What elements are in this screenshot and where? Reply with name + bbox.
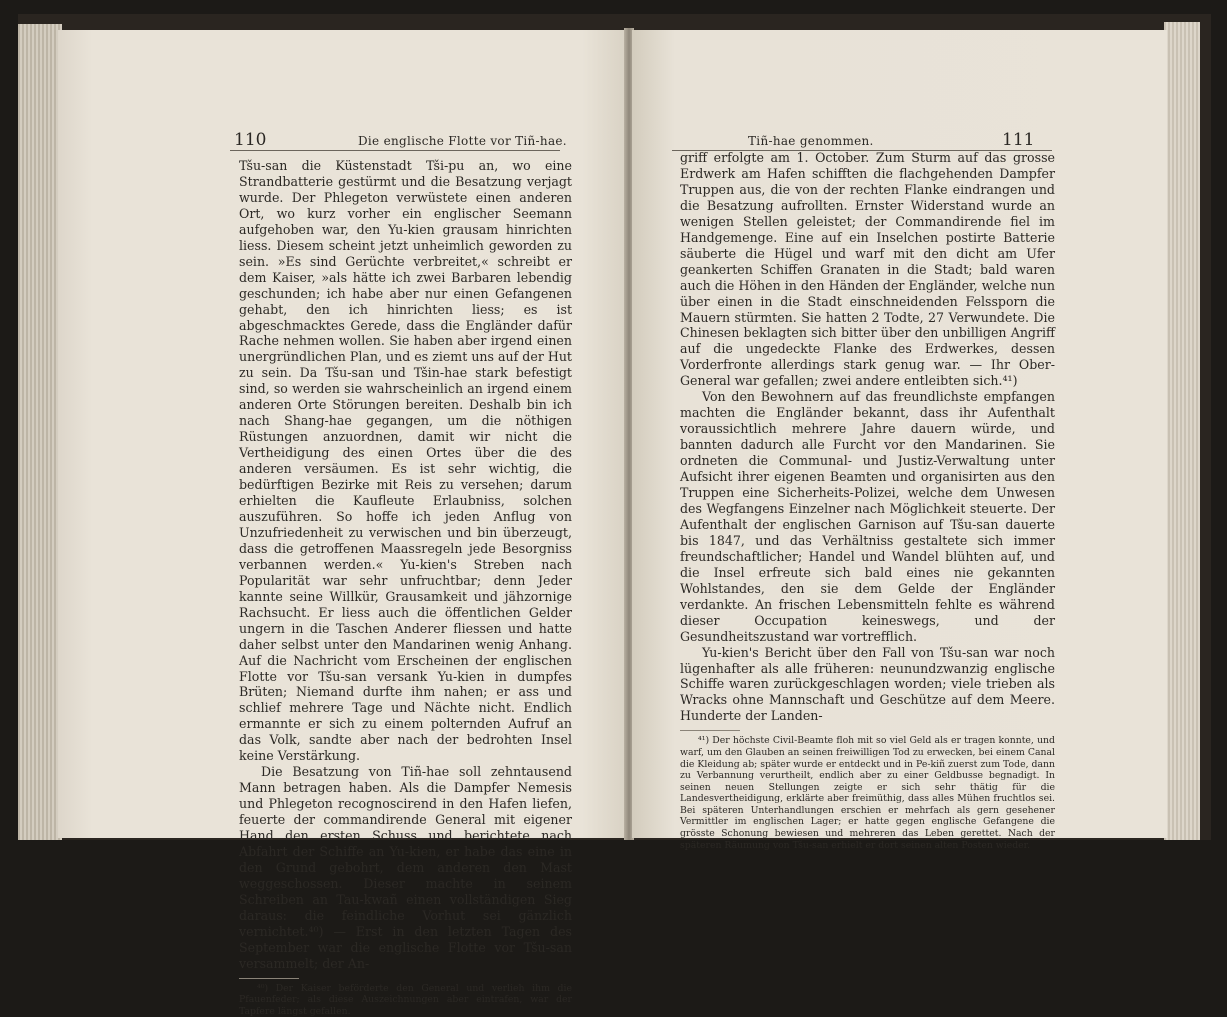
footnote: ⁴¹) Der höchste Civil-Beamte floh mit so viel Geld als er tragen konnte, und warf, um den Glauben an seinen freiwilligen Tod zu erwecken, bei einem Canal die Kleidung ab; später wurde er entdeckt und in Pe-kiñ zuerst zum Tode, dann zu Verbannung verurtheilt, endlich aber zu einer Geldbusse begnadigt. In seinen neuen Stellungen zeigte er sich sehr thätig für die Landesvertheidigung, erklärte aber freimüthig, dass alles Mühen fruchtlos sei. Bei späteren Unterhandlungen erschien er mehrfach als gern gesehener Vermittler im englischen Lager; er hatte gegen englische Gefangene die grösste Schonung bewiesen und mehreren das Leben gerettet. Nach der späteren Räumung von Tšu-san erhielt er dort seinen alten Posten wieder.: [680, 735, 1055, 851]
running-head: Tiñ-hae genommen.: [748, 134, 874, 148]
paragraph: Von den Bewohnern auf das freundlichste empfangen machten die Engländer bekannt, dass ihr Aufenthalt voraussichtlich mehrere Jahre dauern würde, und bannten dadurch alle Furcht vor den Mandarinen. Sie ordneten die Communal- und Justiz-Verwaltung unter Aufsicht ihrer eigenen Beamten und organisirten aus den Truppen eine Sicherheits-Polizei, welche dem Unwesen des Wegfangens Einzelner nach Möglichkeit steuerte. Der Aufenthalt der englischen Garnison auf Tšu-san dauerte bis 1847, und das Verhältniss gestaltete sich immer freundschaftlicher; Handel und Wandel blühten auf, und die Insel erfreute sich bald eines nie gekannten Wohlstandes, den sie dem Gelde der Engländer verdankte. An frischen Lebensmitteln fehlte es während dieser Occupation keineswegs, und der Gesundheitszustand war vortrefflich.: [680, 389, 1055, 644]
header-rule: [230, 150, 560, 151]
page-edges-left: [18, 24, 62, 840]
left-page: [58, 30, 628, 1017]
footnote-rule: [680, 730, 740, 731]
book-spread: [18, 14, 1211, 1017]
page-number: 110: [234, 130, 267, 150]
paragraph: Tšu-san die Küstenstadt Tši-pu an, wo eine Strandbatterie gestürmt und die Besatzung verjagt wurde. Der Phlegeton verwüstete einen anderen Ort, wo kurz vorher ein englischer Seemann aufgehoben war, den Yu-kien grausam hinrichten liess. Diesem scheint jetzt unheimlich geworden zu sein. »Es sind Gerüchte verbreitet,« schreibt er dem Kaiser, »als hätte ich zwei Barbaren lebendig geschunden; ich habe aber nur einen Gefangenen gehabt, den ich hinrichten liess; es ist abgeschmacktes Gerede, dass die Engländer dafür Rache nehmen wollen. Sie haben aber irgend einen unergründlichen Plan, und es ziemt uns auf der Hut zu sein. Da Tšu-san und Tšin-hae stark befestigt sind, so werden sie wahrscheinlich an irgend einem anderen Orte Störungen bereiten. Deshalb bin ich nach Shang-hae gegangen, um die nöthigen Rüstungen anzuordnen, damit wir nicht die Vertheidigung des einen Ortes über die des anderen versäumen. Es ist sehr wichtig, die bedürftigen Bezirke mit Reis zu versehen; darum erhielten die Kaufleute Erlaubniss, solchen auszuführen. So hoffe ich jeden Anflug von Unzufriedenheit zu verwischen und bin überzeugt, dass die getroffenen Maassregeln jede Besorgniss verbannen werden.« Yu-kien's Streben nach Popularität war sehr unfruchtbar; denn Jeder kannte seine Willkür, Grausamkeit und jähzornige Rachsucht. Er liess auch die öffentlichen Gelder ungern in die Taschen Anderer fliessen und hatte daher selbst unter den Mandarinen wenig Anhang. Auf die Nachricht vom Erscheinen der englischen Flotte vor Tšu-san versank Yu-kien in dumpfes Brüten; Niemand durfte ihm nahen; er ass und schlief mehrere Tage und Nächte nicht. Endlich ermannte er sich zu einem polternden Aufruf an das Volk, sandte aber nach der bedrohten Insel keine Verstärkung.: [239, 158, 572, 764]
paragraph: griff erfolgte am 1. October. Zum Sturm auf das grosse Erdwerk am Hafen schifften die flachgehenden Dampfer Truppen aus, die von der rechten Flanke eindrangen und die Besatzung aufrollten. Ernster Widerstand wurde an wenigen Stellen geleistet; der Commandirende fiel im Handgemenge. Eine auf ein Inselchen postirte Batterie säuberte die Hügel und warf mit den dicht am Ufer geankerten Schiffen Granaten in die Stadt; bald waren auch die Höhen in den Händen der Engländer, welche nun über einen in die Stadt einschneidenden Felssporn die Mauern stürmten. Sie hatten 2 Todte, 27 Verwundete. Die Chinesen beklagten sich bitter über den unbilligen Angriff auf die ungedeckte Flanke des Erdwerkes, dessen Vorderfronte allerdings stark genug war. — Ihr Ober-General war gefallen; zwei andere entleibten sich.⁴¹): [680, 150, 1055, 389]
right-page: [632, 30, 1167, 851]
footnote: ⁴⁰) Der Kaiser beförderte den General und verlieh ihm die Pfauenfeder; als diese Auszeichnungen aber eintrafen, war der Tapfere längst gefallen.: [239, 982, 572, 1017]
page-number: 111: [1002, 130, 1035, 150]
footnote-rule: [239, 978, 299, 979]
paragraph: Die Besatzung von Tiñ-hae soll zehntausend Mann betragen haben. Als die Dampfer Nemesis und Phlegeton recognoscirend in den Hafen liefen, feuerte der commandirende General mit eigener Hand den ersten Schuss und berichtete nach Abfahrt der Schiffe an Yu-kien, er habe das eine in den Grund gebohrt, dem anderen den Mast weggeschossen. Dieser machte in seinem Schreiben an Tau-kwañ einen vollständigen Sieg daraus: die feindliche Vorhut sei gänzlich vernichtet.⁴⁰) — Erst in den letzten Tagen des September war die englische Flotte vor Tšu-san versammelt; der An-: [239, 764, 572, 971]
running-head: Die englische Flotte vor Tiñ-hae.: [358, 134, 567, 148]
page-edges-right: [1164, 22, 1200, 840]
page-body: [239, 158, 572, 1017]
page-body: [680, 150, 1055, 851]
paragraph: Yu-kien's Bericht über den Fall von Tšu-san war noch lügenhafter als alle früheren: neunundzwanzig englische Schiffe waren zurückgeschlagen worden; viele trieben als Wracks ohne Mannschaft und Geschütze auf dem Meere. Hunderte der Landen-: [680, 644, 1055, 724]
